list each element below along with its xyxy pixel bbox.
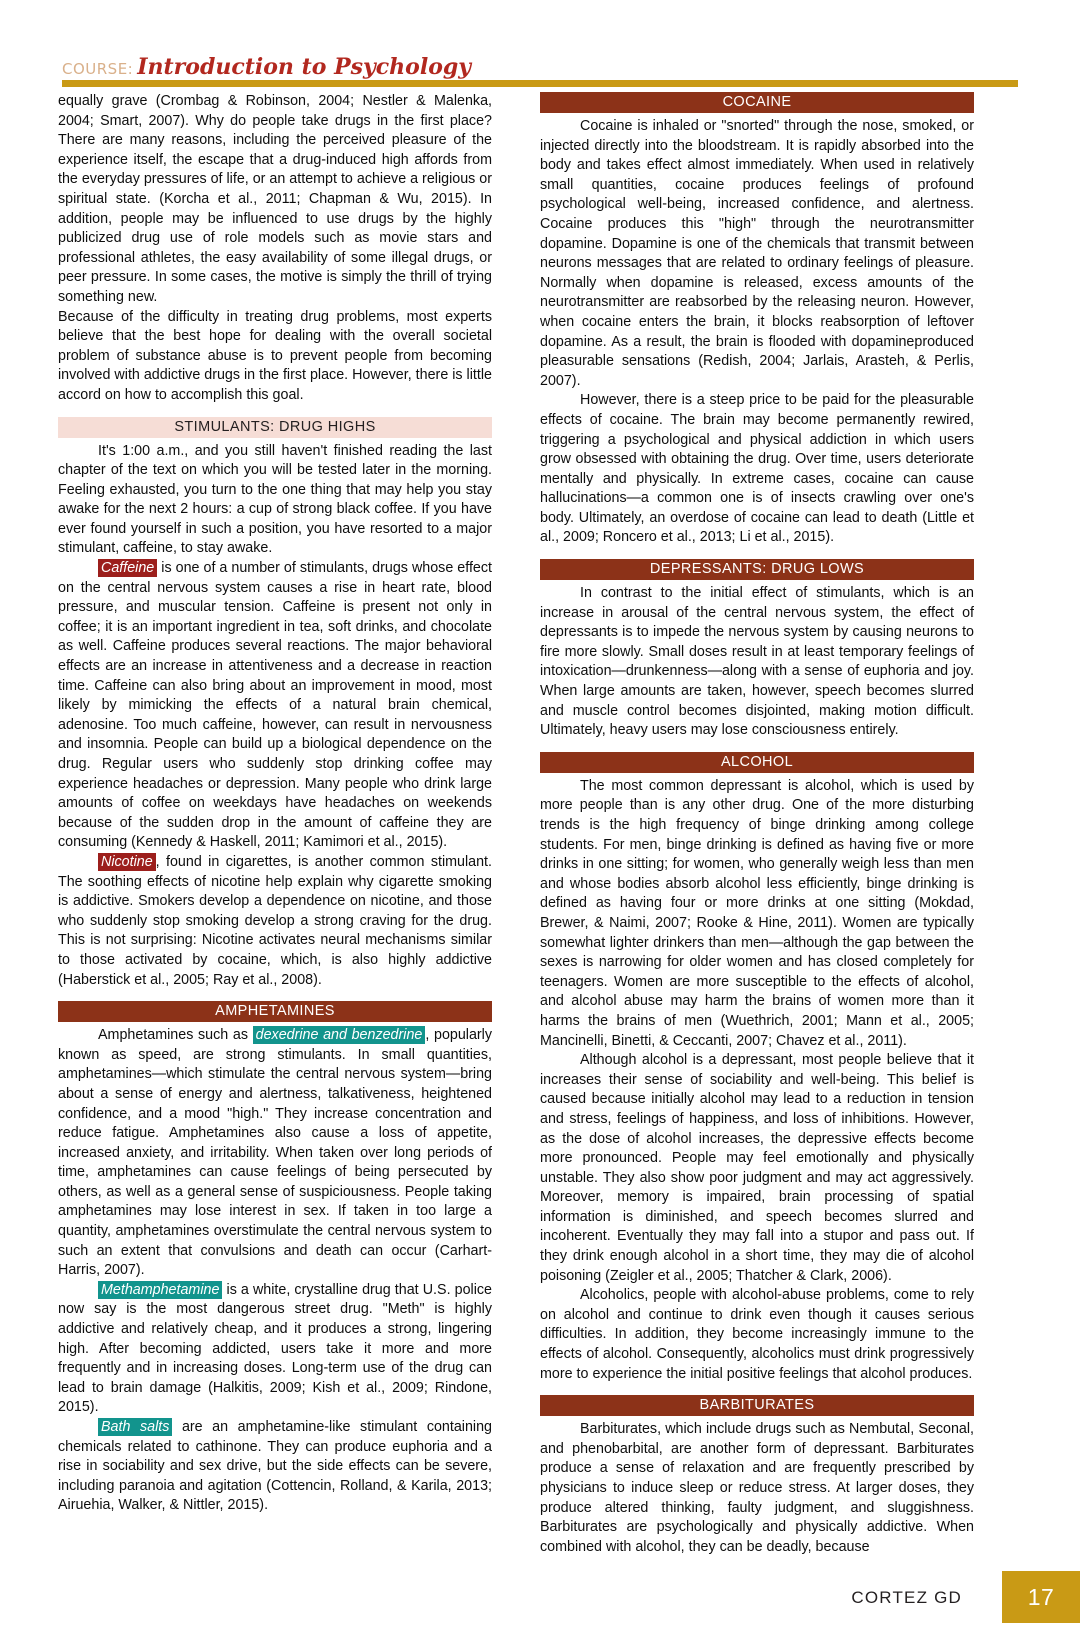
page-number-chip: 17 — [1002, 1571, 1080, 1623]
footer-author: CORTEZ GD — [851, 1588, 962, 1607]
paragraph-text: is one of a number of stimulants, drugs whose effect on the central nervous system causes a rise in heart rate, blood pressure, and muscular tension. Caffeine is present not only in coffee; it is an important ingredient in tea, soft drinks, and chocolate as well. Caffeine produces several reactions. The major behavioral effects are an increase in attentiveness and a decrease in reaction time. Caffeine can also bring about an improvement in mood, most likely by mimicking the effects of a natural brain chemical, adenosine. Too much caffeine, however, can result in nervousness and insomnia. People can build up a biological dependence on the drug. Regular users who suddenly stop drinking coffee may experience headaches or depression. Many people who drink large amounts of coffee on weekdays have headaches on weekends because of the sudden drop in the amount of caffeine they are consuming (Kennedy & Haskell, 2011; Kamimori et al., 2015). — [58, 560, 492, 851]
paragraph-caffeine — [58, 559, 492, 853]
paragraph: Alcoholics, people with alcohol-abuse problems, come to rely on alcohol and continue to drink even though it causes serious difficulties. In addition, they become increasingly immune to the effects of alcohol. Consequently, alcoholics must drink progressively more to experience the initial positive feelings that alcohol produces. — [540, 1287, 974, 1382]
paragraph: In contrast to the initial effect of stimulants, which is an increase in arousal of the central nervous system, the effect of depressants is to impede the nervous system by causing neurons to fire more slowly. Small doses result in at least temporary feelings of intoxication—drunkenness—along with a sense of euphoria and joy. When large amounts are taken, however, speech becomes slurred and muscle control becomes disjointed, making motion difficult. Ultimately, heavy users may lose consciousness entirely. — [540, 585, 974, 739]
section-heading-barbiturates: BARBITURATES — [540, 1395, 974, 1416]
page-header — [0, 0, 1080, 86]
paragraph-text: is a white, crystalline drug that U.S. police now say is the most dangerous street drug. "Meth" is highly addictive and relatively cheap, and it produces a strong, lingering high. After becoming addicted, users take it more and more frequently and in increasing doses. Long-term use of the drug can lead to brain damage (Halkitis, 2009; Kish et al., 2009; Rindone, 2015). — [58, 1281, 492, 1416]
highlight-term-bath-salts: Bath salts — [98, 1418, 172, 1436]
section-heading-amphetamines: AMPHETAMINES — [58, 1001, 492, 1022]
page-footer — [0, 1563, 1080, 1651]
paragraph: However, there is a steep price to be paid for the pleasurable effects of cocaine. The brain may become permanently rewired, triggering a psychological and physical addiction in which users grow obsessed with obtaining the drug. Over time, users deteriorate mentally and physically. In extreme cases, cocaine can cause hallucinations—a common one is of insects crawling over one's body. Ultimately, an overdose of cocaine can lead to death (Little et al., 2009; Roncero et al., 2013; Li et al., 2015). — [540, 392, 974, 546]
paragraph: Although alcohol is a depressant, most people believe that it increases their sense of sociability and well-being. This belief is caused because initially alcohol may lead to a reduction in tension and stress, feelings of happiness, and loss of inhibitions. However, as the dose of alcohol increases, the depressive effects become more pronounced. People may feel emotionally and physically unstable. They also show poor judgment and may act aggressively. Moreover, memory is impaired, brain processing of spatial information is diminished, and speech becomes slurred and incoherent. Eventually they may fall into a stupor and pass out. If they drink enough alcohol in a short time, they may die of alcohol poisoning (Zeigler et al., 2005; Thatcher & Clark, 2006). — [540, 1052, 974, 1284]
paragraph-text: , popularly known as speed, are strong stimulants. In small quantities, amphetamines—which stimulate the central nervous system—bring about a sense of energy and alertness, talkativeness, heightened confidence, and a mood "high." They increase concentration and reduce fatigue. Amphetamines also cause a loss of appetite, increased anxiety, and irritability. When taken over long periods of time, amphetamines can cause feelings of being persecuted by others, as well as a general sense of suspiciousness. People taking amphetamines may lose interest in sex. If taken in too large a quantity, amphetamines overstimulate the central nervous system to such an extent that convulsions and death can occur (Carhart-Harris, 2007). — [58, 1027, 493, 1279]
right-column — [540, 92, 974, 1557]
header-divider-rule — [62, 80, 1018, 87]
section-heading-depressants: DEPRESSANTS: DRUG LOWS — [540, 559, 974, 580]
paragraph-methamphetamine — [58, 1281, 492, 1418]
section-heading-stimulants: STIMULANTS: DRUG HIGHS — [58, 417, 492, 438]
paragraph: equally grave (Crombag & Robinson, 2004; Nestler & Malenka, 2004; Smart, 2007). Why do people take drugs in the first place? There are many reasons, including the perceived pleasure of the experience itself, the escape that a drug-induced high affords from the everyday pressures of life, or an attempt to achieve a religious or spiritual state. (Korcha et al., 2011; Chapman & Wu, 2015). In addition, people may be influenced to use drugs by the highly publicized drug use of role models such as movie stars and professional athletes, the easy availability of some illegal drugs, or peer pressure. In some cases, the motive is simply the thrill of trying something new. — [58, 93, 492, 305]
highlight-term-dexedrine-benzedrine: dexedrine and benzedrine — [253, 1026, 426, 1044]
paragraph-text: Amphetamines such as — [98, 1027, 253, 1044]
course-line — [62, 54, 471, 80]
paragraph: Barbiturates, which include drugs such as Nembutal, Seconal, and phenobarbital, are another form of depressant. Barbiturates produce a sense of relaxation and are frequently prescribed by physicians to induce sleep or reduce stress. At larger doses, they produce altered thinking, faulty judgment, and sluggishness. Barbiturates are psychologically and physically addictive. When combined with alcohol, they can be deadly, because — [540, 1421, 974, 1555]
paragraph-text: are an amphetamine-like stimulant containing chemicals related to cathinone. They can produce euphoria and a rise in sociability and sex drive, but the side effects can be severe, including paranoia and agitation (Cottencin, Rolland, & Karila, 2013; Airuehia, Walker, & Nittler, 2015). — [58, 1419, 492, 1514]
section-heading-alcohol: ALCOHOL — [540, 752, 974, 773]
section-heading-cocaine: COCAINE — [540, 92, 974, 113]
paragraph-text: , found in cigarettes, is another common stimulant. The soothing effects of nicotine help explain why cigarette smoking is addictive. Smokers develop a dependence on nicotine, and those who suddenly stop smoking develop a strong craving for the drug. This is not surprising: Nicotine activates neural mechanisms similar to those activated by cocaine, which, is also highly addictive (Haberstick et al., 2005; Ray et al., 2008). — [58, 853, 492, 988]
paragraph-nicotine — [58, 853, 492, 990]
course-label: COURSE: — [62, 60, 134, 78]
course-title: Introduction to Psychology — [137, 54, 472, 80]
paragraph-amphetamines — [58, 1026, 492, 1281]
paragraph: It's 1:00 a.m., and you still haven't finished reading the last chapter of the text on which you will be tested later in the morning. Feeling exhausted, you turn to the one thing that may help you stay awake for the next 2 hours: a cup of strong black coffee. If you have ever found yourself in such a position, you have resorted to a major stimulant, caffeine, to stay awake. — [58, 442, 492, 557]
highlight-term-methamphetamine: Methamphetamine — [98, 1281, 222, 1299]
highlight-term-nicotine: Nicotine — [98, 853, 156, 871]
paragraph: Because of the difficulty in treating drug problems, most experts believe that the best hope for dealing with the overall societal problem of substance abuse is to prevent people from becoming involved with addictive drugs in the first place. However, there is little accord on how to accomplish this goal. — [58, 308, 492, 403]
left-column — [58, 92, 492, 1516]
paragraph: Cocaine is inhaled or "snorted" through the nose, smoked, or injected directly into the bloodstream. It is rapidly absorbed into the body and takes effect almost immediately. When used in relatively small quantities, cocaine produces feelings of profound psychological well-being, increased confidence, and alertness. Cocaine produces this "high" through the neurotransmitter dopamine. Dopamine is one of the chemicals that transmit between neurons messages that are related to ordinary feelings of pleasure. Normally when dopamine is released, excess amounts of the neurotransmitter are reabsorbed by the releasing neuron. However, when cocaine enters the brain, it blocks reabsorption of leftover dopamine. As a result, the brain is flooded with dopamineproduced pleasurable sensations (Redish, 2004; Jarlais, Arasteh, & Perlis, 2007). — [540, 118, 974, 389]
paragraph: The most common depressant is alcohol, which is used by more people than is any other drug. One of the more disturbing trends is the high frequency of binge drinking among college students. For men, binge drinking is defined as having five or more drinks in one sitting; for women, who generally weigh less than men and whose bodies absorb alcohol less efficiently, binge drinking is defined as having four or more drinks at one sitting (Mokdad, Brewer, & Naimi, 2007; Rooke & Hine, 2011). Women are typically somewhat lighter drinkers than men—although the gap between the sexes is narrowing for older women and has closed completely for teenagers. Women are more susceptible to the effects of alcohol, and alcohol abuse may harm the brains of women more than it harms the brains of men (Wuethrich, 2001; Mann et al., 2005; Mancinelli, Binetti, & Ceccanti, 2007; Chavez et al., 2011). — [540, 777, 974, 1049]
paragraph-bath-salts — [58, 1418, 492, 1516]
highlight-term-caffeine: Caffeine — [98, 559, 157, 577]
